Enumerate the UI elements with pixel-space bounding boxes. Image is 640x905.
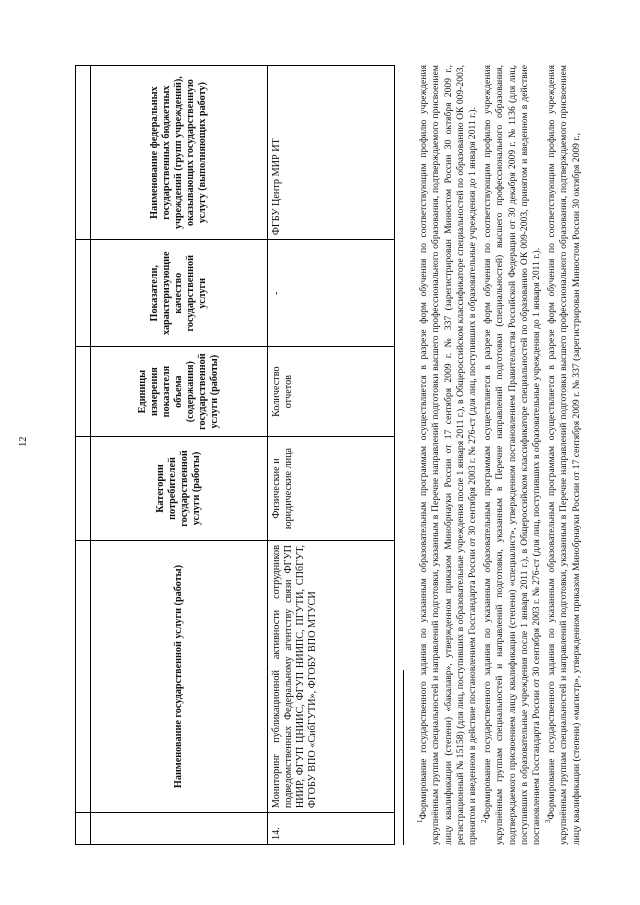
footnote-text: Формирование государственного задания по указанным образовательным программам осуществляется в разрезе форм обучения по соответствующим профилю учреждения укрупнённым группам специальностей и направлений подготовки, указанным в Перечне направлений подготовки высшего профессионального образования, подтверждаемого присвоением лицу квалификации (степени) «бакалавр», утвержденном приказом Минобрнауки России от 17 сентября 2009 г. № 337 (зарегистрирован Минюстом России 30 октября 2009 г., регистрационный № 15158) (для лиц, поступивших в образовательные учреждения после 1 января 2011 г.), в Общероссийском классификаторе специальностей по образованию ОК 009-2003, принятом и введенном в действие постановлением Госстандарта России от 30 сентября 2003 г. № 276-ст (для лиц, поступивших в образовательные учреждения до 1 января 2011 г.). (418, 65, 478, 845)
services-table (75, 65, 395, 845)
footnote-mark: 1 (416, 819, 424, 823)
footnotes (416, 65, 583, 845)
row-volume-unit: Количество отчетов (268, 347, 395, 437)
row-consumer-category: Физические и юридические лица (268, 436, 395, 540)
page-number: 12 (18, 436, 29, 447)
footnote-separator (403, 670, 404, 845)
footnote-mark: 3 (544, 819, 553, 823)
footnote-1 (416, 65, 479, 845)
footnote-text: Формирование государственного задания по указанным образовательным программам осуществляется в разрезе форм обучения по соответствующим профилю учреждения укрупнённым группам специальностей и направлений подготовки, указанным в Перечне направлений подготовки (специальностей) высшего профессионального образования, подтверждаемого присвоением лицу квалификации (степени) «специалист», утвержденном постановлением Правительства Российской Федерации от 30 декабря 2009 г. № 1136 (для лиц, поступивших в образовательные учреждения после 1 января 2011 г.), в Общероссийском классификаторе специальностей по образованию ОК 009-2003, принятом и введенном в действие постановлением Госстандарта России от 30 сентября 2003 г. № 276-ст (для лиц, поступивших в образовательные учреждения до 1 января 2011 г.). (482, 65, 542, 845)
row-service-name: Мониторинг публикационной активности сотрудников подведомственных Федеральному агентству связи ФГУП НИИР, ФГУП ЦНИИС, ФГУП НИИПС, ПГУТИ, СПбГУТ, ФГОБУ ВПО «СибГУТИ», ФГОБУ ВПО МТУСИ (268, 541, 395, 813)
header-consumer-category: Категории потребителей государственной услуги (работы) (91, 436, 268, 540)
footnote-2 (480, 65, 543, 845)
header-num (91, 813, 268, 845)
rotated-page-content (75, 35, 615, 855)
row-quality-indicator: - (268, 240, 395, 347)
footnote-3 (544, 65, 583, 845)
header-quality-indicators: Показатели, характеризующие качество государственной услуги (91, 240, 268, 347)
header-service-name: Наименование государственной услуги (работы) (91, 541, 268, 813)
table-top-spacer-row (76, 66, 91, 845)
table-row (268, 66, 395, 845)
table-header-row (91, 66, 268, 845)
row-institution: ФГБУ Центр МИР ИТ (268, 66, 395, 240)
row-number: 14. (268, 813, 395, 845)
header-institutions: Наименование федеральных государственных бюджетных учреждений (групп учреждений), оказывающих государственную услугу (выполняющих работу) (91, 66, 268, 240)
footnote-text: Формирование государственного задания по указанным образовательным программам осуществляется в разрезе форм обучения по соответствующим профилю учреждения укрупнённым группам специальностей и направлений подготовки, указанным в Перечне направлений подготовки высшего профессионального образования, подтверждаемого присвоением лицу квалификации (степени) «магистр», утвержденном приказом Минобрнауки России от 17 сентября 2009 г. № 337 (зарегистрирован Минюстом России 30 октября 2009 г., (546, 65, 582, 845)
footnote-mark: 2 (480, 819, 489, 823)
header-volume-unit: Единицы измерения показателя объема (содержания) государственной услуги (работы) (91, 347, 268, 437)
